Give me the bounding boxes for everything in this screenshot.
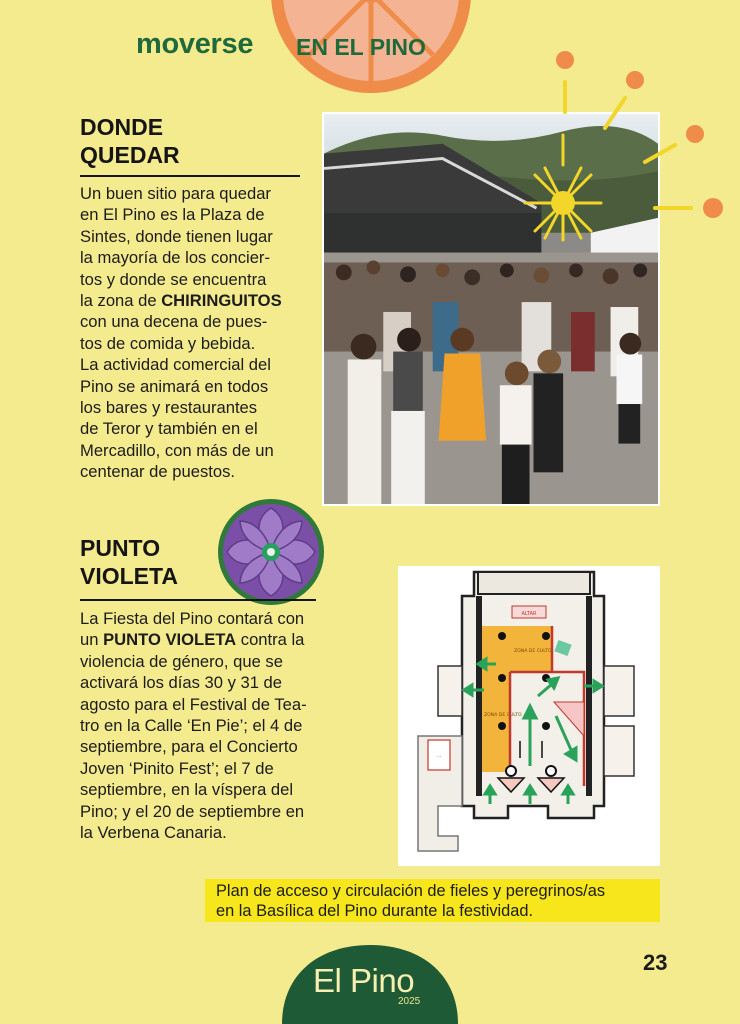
paragraph-line: activará los días 30 y 31 de: [80, 673, 283, 693]
paragraph-line: La actividad comercial del: [80, 355, 271, 375]
paragraph-line: violencia de género, que se: [80, 651, 283, 671]
paragraph-line: Joven ‘Pinito Fest’; el 7 de: [80, 758, 274, 778]
floor-plan-drawing: [398, 566, 660, 866]
paragraph-line: La Fiesta del Pino contará con: [80, 609, 305, 628]
punto-violeta-highlight: PUNTO VIOLETA: [103, 630, 237, 650]
section-kicker-en-el-pino: EN EL PINO: [296, 34, 426, 60]
paragraph-line: la Verbena Canaria.: [80, 823, 227, 843]
paragraph-line: en El Pino es la Plaza de: [80, 205, 265, 225]
zona-culto-label: ZONA DE CULTO: [514, 649, 552, 654]
punto-violeta-paragraph: [80, 608, 330, 843]
paragraph-line: con una decena de pues-: [80, 312, 268, 332]
basilica-access-plan: [398, 566, 660, 866]
paragraph-line: Un buen sitio para quedar: [80, 184, 271, 203]
paragraph-line: tos y donde se encuentra: [80, 269, 267, 289]
caption-line: Plan de acceso y circulación de fieles y peregrinos/as: [216, 882, 606, 900]
sun-dots-decoration: [505, 40, 735, 260]
chiringuitos-highlight: CHIRINGUITOS: [161, 291, 282, 311]
altar-label: ALTAR: [521, 611, 537, 617]
heading-divider: [80, 175, 300, 177]
paragraph-line: tos de comida y bebida.: [80, 333, 256, 353]
paragraph-line: los bares y restaurantes: [80, 398, 258, 418]
paragraph-line: agosto para el Festival de Tea-: [80, 694, 307, 714]
paragraph-line: tro en la Calle ‘En Pie’; el 4 de: [80, 716, 303, 736]
paragraph-line: septiembre, en la víspera del: [80, 780, 294, 800]
section-kicker-moverse: moverse: [136, 28, 254, 60]
el-pino-logo-text: El Pino: [313, 962, 415, 999]
paragraph-line: Mercadillo, con más de un: [80, 440, 274, 460]
punto-violeta-heading: PUNTO VIOLETA: [80, 535, 178, 589]
paragraph-line: Sintes, donde tienen lugar: [80, 226, 273, 246]
page-number: 23: [643, 950, 668, 975]
paragraph-line: la zona de CHIRINGUITOS: [80, 291, 282, 311]
heading-divider: [80, 599, 316, 601]
paragraph-line: centenar de puestos.: [80, 462, 235, 482]
paragraph-line: Pino; y el 20 de septiembre en: [80, 801, 305, 821]
donde-quedar-heading: DONDE QUEDAR: [80, 114, 180, 168]
paragraph-line: septiembre, para el Concierto: [80, 737, 298, 757]
paragraph-line: de Teror y también en el: [80, 419, 258, 439]
donde-quedar-paragraph: [80, 183, 312, 483]
paragraph-line: Pino se animará en todos: [80, 376, 269, 396]
zona-culto-label: ZONA DE CULTO: [484, 713, 522, 718]
logo-year: 2025: [398, 996, 421, 1007]
svg-text:···: ···: [436, 754, 442, 760]
paragraph-line: un PUNTO VIOLETA contra la: [80, 630, 305, 650]
caption-line: en la Basílica del Pino durante la festividad.: [216, 902, 534, 920]
plan-caption: [205, 879, 660, 922]
paragraph-line: la mayoría de los concier-: [80, 248, 270, 268]
